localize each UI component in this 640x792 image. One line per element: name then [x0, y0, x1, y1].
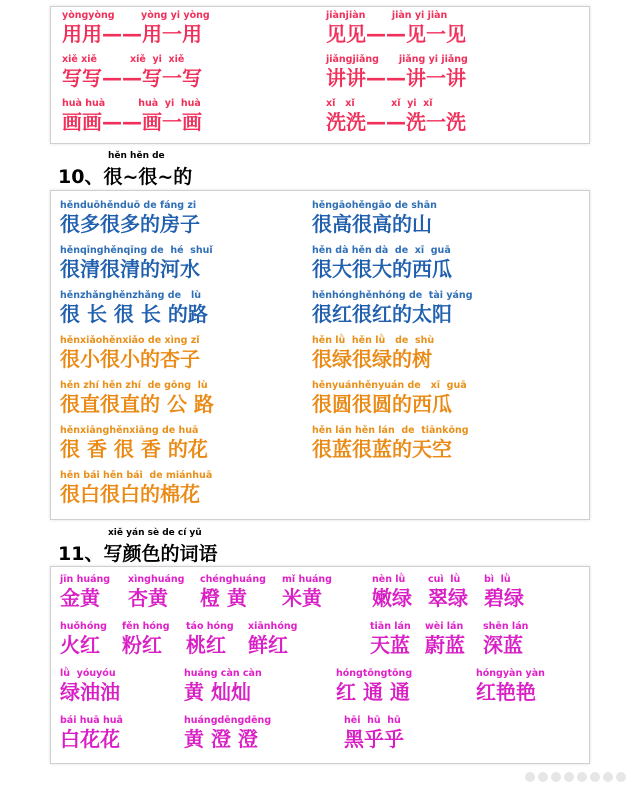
word-pair-right-hanzi: 见见——见一见 [326, 22, 466, 46]
phrase-left-hanzi: 很清很清的河水 [60, 257, 200, 281]
word-pair-left-hanzi: 画画——画一画 [62, 110, 202, 134]
phrase-left [60, 290, 208, 326]
color-word [122, 621, 170, 657]
phrase-right [312, 380, 467, 416]
color-word-pinyin: hēi hū hū [344, 715, 401, 726]
color-word-hanzi: 白花花 [60, 727, 120, 751]
color-word-hanzi: 红艳艳 [476, 680, 536, 704]
section-10-title: 很~很~的 [103, 166, 193, 188]
phrase-right-hanzi: 很高很高的山 [312, 212, 432, 236]
phrase-left-hanzi: 很直很直的 公 路 [60, 392, 214, 416]
color-word-pinyin: huáng càn càn [184, 668, 262, 679]
phrase-left-pinyin: hěnduōhěnduō de fáng zi [60, 200, 197, 211]
color-word [200, 574, 266, 610]
color-word-pinyin: fěn hóng [122, 621, 170, 632]
phrase-left-pinyin: hěn bái hěn bái de miánhuā [60, 470, 213, 481]
color-word-hanzi: 火红 [60, 633, 100, 657]
section-10-title-pinyin: hěn hěn de [108, 151, 165, 161]
phrase-right-pinyin: hěn dà hěn dà de xī guā [312, 245, 451, 256]
color-word-hanzi: 深蓝 [483, 633, 523, 657]
word-pair-left-hanzi: 用用——用一用 [62, 22, 202, 46]
color-word [186, 621, 234, 657]
color-word-pinyin: lǜ yóuyóu [60, 668, 116, 679]
section-11-number: 11、 [58, 543, 104, 565]
section-11-title-pinyin: xiě yán sè de cí yǔ [108, 528, 202, 538]
color-word [425, 621, 465, 657]
phrase-left [60, 425, 208, 461]
phrase-left [60, 335, 200, 371]
phrase-right [312, 335, 434, 371]
word-pair-right-pinyin: jiǎngjiǎng jiǎng yi jiǎng [326, 54, 468, 65]
word-pair-left-pinyin: huà huà huà yi huà [62, 98, 201, 109]
word-pair-left [62, 54, 202, 90]
word-pair-right-pinyin: xǐ xǐ xǐ yi xǐ [326, 98, 433, 109]
color-word-hanzi: 金黄 [60, 586, 100, 610]
color-word-hanzi: 绿油油 [60, 680, 120, 704]
color-word-hanzi: 黑乎乎 [344, 727, 404, 751]
section-10-number: 10、 [58, 166, 104, 188]
color-word [60, 574, 110, 610]
color-word-hanzi: 杏黄 [128, 586, 168, 610]
phrase-left-pinyin: hěnqīnghěnqīng de hé shuǐ [60, 245, 213, 256]
color-word-hanzi: 黄 澄 澄 [184, 727, 258, 751]
phrase-right-hanzi: 很蓝很蓝的天空 [312, 437, 452, 461]
color-word-hanzi: 碧绿 [484, 586, 524, 610]
phrase-right [312, 200, 437, 236]
word-pair-left [62, 98, 202, 134]
phrase-left [60, 200, 200, 236]
phrase-left-pinyin: hěn zhí hěn zhí de gōng lù [60, 380, 208, 391]
color-word [370, 621, 411, 657]
phrase-right-pinyin: hěngāohěngāo de shān [312, 200, 437, 211]
color-word-pinyin: mǐ huáng [282, 574, 332, 585]
color-word-pinyin: xiānhóng [248, 621, 298, 632]
phrase-left-pinyin: hěnxiānghěnxiāng de huā [60, 425, 199, 436]
word-pair-right-hanzi: 洗洗——洗一洗 [326, 110, 466, 134]
color-word-hanzi: 天蓝 [370, 633, 410, 657]
color-word [344, 715, 404, 751]
color-word-hanzi: 鲜红 [248, 633, 288, 657]
color-word [476, 668, 545, 704]
color-word-pinyin: cuì lǜ [428, 574, 461, 585]
color-word [60, 621, 107, 657]
color-word-pinyin: bái huā huā [60, 715, 123, 726]
color-word [60, 715, 123, 751]
color-word-hanzi: 粉红 [122, 633, 162, 657]
phrase-right [312, 425, 469, 461]
color-word [428, 574, 468, 610]
color-word-pinyin: tiān lán [370, 621, 411, 632]
word-pair-right-hanzi: 讲讲——讲一讲 [326, 66, 466, 90]
section-11-heading [58, 527, 217, 566]
color-word-pinyin: shēn lán [483, 621, 529, 632]
phrase-left [60, 470, 212, 506]
color-word-hanzi: 翠绿 [428, 586, 468, 610]
phrase-right-pinyin: hěnyuánhěnyuán de xī guā [312, 380, 467, 391]
color-word-pinyin: jīn huáng [60, 574, 111, 585]
word-pair-right-pinyin: jiànjiàn jiàn yi jiàn [326, 10, 448, 21]
color-word-hanzi: 嫩绿 [372, 586, 412, 610]
watermark-dots [525, 772, 626, 782]
color-word [184, 668, 262, 704]
color-word [248, 621, 297, 657]
word-pair-left-pinyin: yòngyòng yòng yi yòng [62, 10, 210, 21]
phrase-right [312, 245, 452, 281]
phrase-left [60, 380, 214, 416]
color-word-pinyin: nèn lǜ [372, 574, 406, 585]
section-11-title: 写颜色的词语 [103, 543, 218, 565]
section-10-heading [58, 150, 192, 189]
phrase-left-pinyin: hěnzhǎnghěnzhǎng de lù [60, 290, 201, 301]
color-word-pinyin: táo hóng [186, 621, 234, 632]
phrase-right [312, 290, 473, 326]
phrase-right-pinyin: hěnhónghěnhóng de tài yáng [312, 290, 473, 301]
phrase-right-hanzi: 很红很红的太阳 [312, 302, 452, 326]
color-word [484, 574, 524, 610]
word-pair-right [326, 54, 468, 90]
word-pair-left-hanzi: 写写——写一写 [62, 66, 202, 90]
phrase-right-hanzi: 很圆很圆的西瓜 [312, 392, 452, 416]
phrase-left-hanzi: 很小很小的杏子 [60, 347, 200, 371]
color-word [483, 621, 528, 657]
color-word [336, 668, 412, 704]
word-pair-right [326, 98, 466, 134]
phrase-left-pinyin: hěnxiǎohěnxiǎo de xìng zǐ [60, 335, 200, 346]
phrase-left-hanzi: 很多很多的房子 [60, 212, 200, 236]
color-word-pinyin: xìnghuáng [128, 574, 185, 585]
phrase-right-pinyin: hěn lán hěn lán de tiānkōng [312, 425, 469, 436]
color-word-pinyin: huángdēngdēng [184, 715, 272, 726]
phrase-right-hanzi: 很大很大的西瓜 [312, 257, 452, 281]
word-pair-left-pinyin: xiě xiě xiě yi xiě [62, 54, 185, 65]
phrase-right-hanzi: 很绿很绿的树 [312, 347, 432, 371]
phrase-left-hanzi: 很 香 很 香 的花 [60, 437, 208, 461]
phrase-left-hanzi: 很白很白的棉花 [60, 482, 200, 506]
color-word-pinyin: bì lǜ [484, 574, 511, 585]
word-pair-left [62, 10, 210, 46]
color-word-hanzi: 蔚蓝 [425, 633, 465, 657]
phrase-left-hanzi: 很 长 很 长 的路 [60, 302, 208, 326]
color-word [184, 715, 271, 751]
color-word [372, 574, 412, 610]
phrase-left [60, 245, 213, 281]
color-word-pinyin: hóngtōngtōng [336, 668, 413, 679]
color-word-hanzi: 红 通 通 [336, 680, 410, 704]
word-pair-right [326, 10, 466, 46]
color-word-hanzi: 橙 黄 [200, 586, 247, 610]
color-word-hanzi: 桃红 [186, 633, 226, 657]
color-word-pinyin: hóngyàn yàn [476, 668, 545, 679]
color-word [60, 668, 120, 704]
color-word-pinyin: wèi lán [425, 621, 464, 632]
color-word-pinyin: huǒhóng [60, 621, 107, 632]
color-word [282, 574, 332, 610]
color-word-pinyin: chénghuáng [200, 574, 266, 585]
color-word-hanzi: 米黄 [282, 586, 322, 610]
color-word-hanzi: 黄 灿灿 [184, 680, 251, 704]
phrase-right-pinyin: hěn lǜ hěn lǜ de shù [312, 335, 435, 346]
color-word [128, 574, 184, 610]
